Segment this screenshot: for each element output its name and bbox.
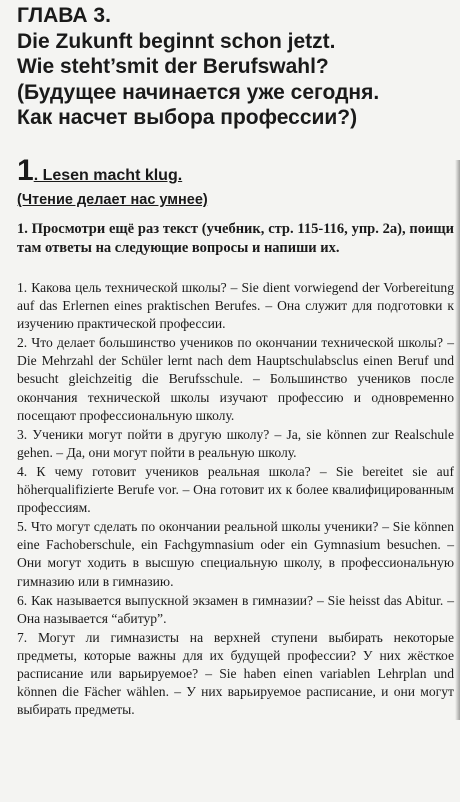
chapter-heading [17,3,457,131]
qa-item: 6. Как называется выпускной экзамен в гимназии? – Sie heisst das Abitur. – Она называется “абитур”. [17,592,454,626]
qa-item: 4. К чему готовит учеников реальная школа? – Sie bereitet sie auf höherqualifizierte Berufe vor. – Она готовит их к более квалифицированным профессиям. [17,463,454,516]
qa-item: 3. Ученики могут пойти в другую школу? – Ja, sie können zur Realschule gehen. – Да, они могут пойти в реальную школу. [17,426,454,460]
qa-item: 7. Могут ли гимназисты на верхней ступени выбирать некоторые предметы, которые важны для их будущей профессии? У них жёсткое расписание или варьируемое? – Sie haben einen variablen Lehrplan und können die Fächer wählen. – У них варьируемое расписание, и они могут выбирать предметы. [17,629,454,718]
section-title: . Lesen macht klug. [33,167,183,184]
chapter-title-de-line-2: Wie steht’smit der Berufswahl? [17,55,329,78]
qa-item: 2. Что делает большинство учеников по окончании технической школы? – Die Mehrzahl der Schüler lernt nach dem Hauptschulabsclus einen Beruf und besucht gleichzeitig die Berufsschule. – Большинство учеников после окончания технической школы изучают профессию и одновременно посещают профессиональную школу. [17,335,454,423]
chapter-title-de-line-1: Die Zukunft beginnt schon jetzt. [17,29,336,53]
section-subtitle: (Чтение делает нас умнее) [17,192,208,208]
qa-item: 1. Какова цель технической школы? – Sie dient vorwiegend der Vorbereitung auf das Erlernen eines praktischen Berufes. – Она служит для подготовки к изучению практической профессии. [17,280,454,332]
qa-item: 5. Что могут сделать по окончании реальной школы ученики? – Sie können eine Fachoberschule, ein Fachgymnasium oder ein Gymnasium besuchen. – Они могут ходить в высшую специальную школу, в профессиональную гимназию или в гимназию. [17,519,454,589]
task-instruction: 1. Просмотри ещё раз текст (учебник, стр. 115-116, упр. 2а), поищи там ответы на следующие вопросы и напиши их. [17,221,454,256]
section-heading [17,154,457,188]
chapter-label: ГЛАВА 3. [17,4,111,27]
section-number: 1 [17,154,34,187]
chapter-title-ru-line-1: (Будущее начинается уже сегодня. [17,80,380,104]
page-edge-shadow [455,160,460,720]
question-answer-list [17,279,454,720]
chapter-title-ru-line-2: Как насчет выбора профессии?) [17,106,358,129]
